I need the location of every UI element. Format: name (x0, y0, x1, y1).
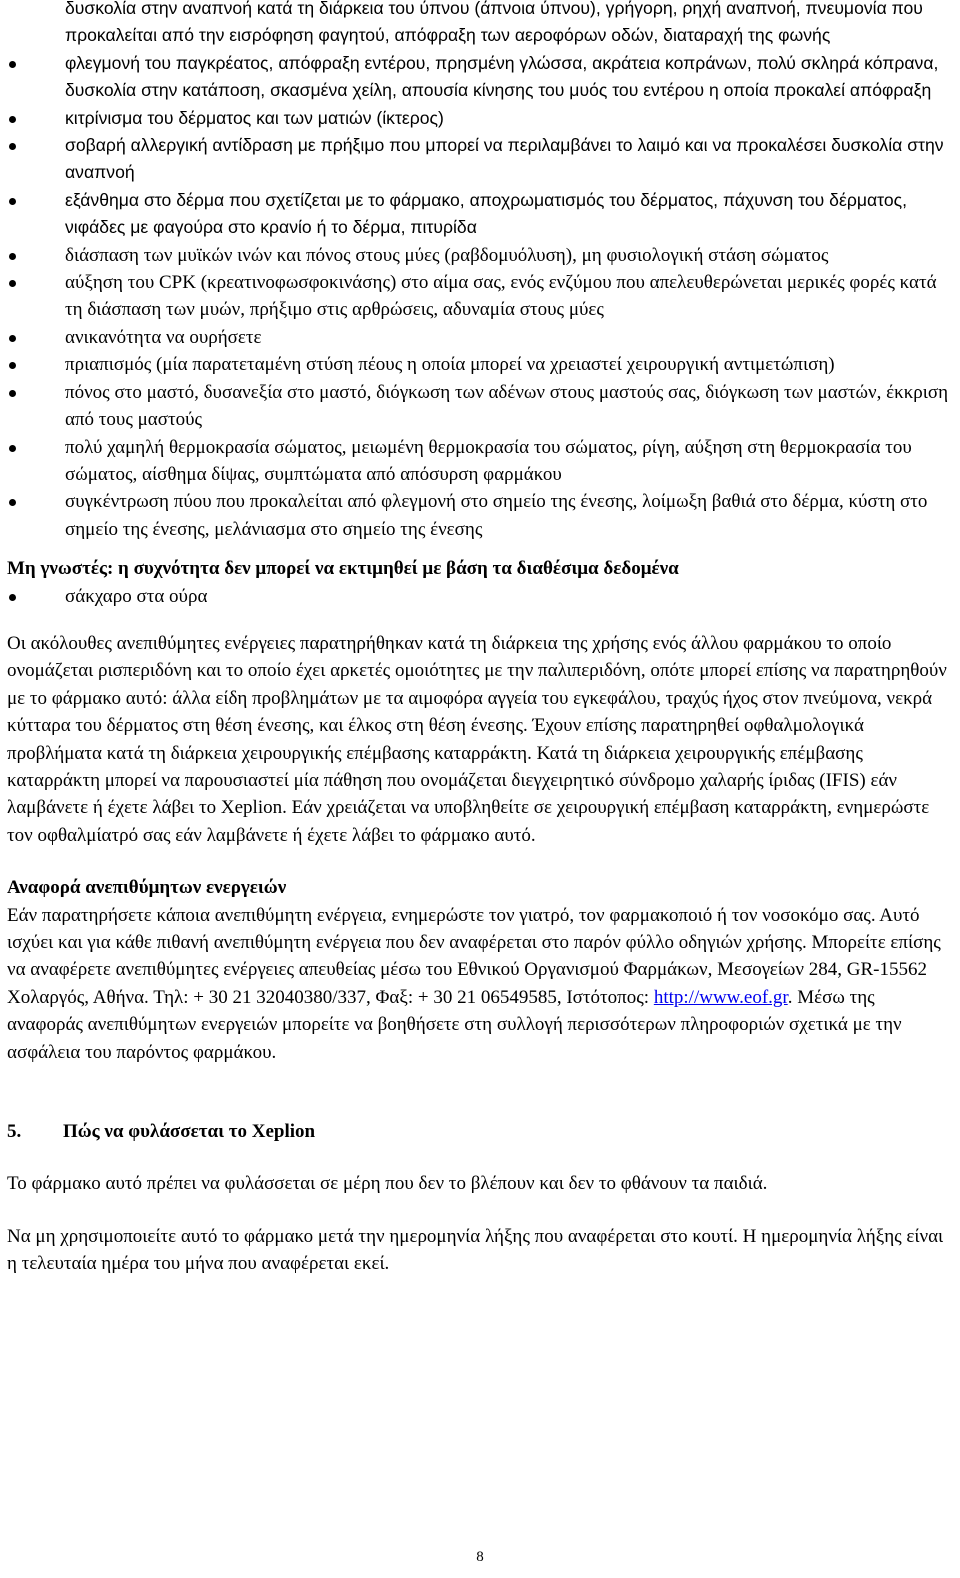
reporting-heading: Αναφορά ανεπιθύμητων ενεργειών (7, 877, 287, 899)
list-item: φλεγμονή του παγκρέατος, απόφραξη εντέρου, πρησμένη γλώσσα, ακράτεια κοπράνων, πολύ σκληρά κόπρανα, δυσκολία στην κατάποση, σκασμένα χείλη, απουσία κίνησης του μυός του εντέρου η οποία προκαλεί απόφραξη (7, 50, 953, 105)
list-item: διάσπαση των μυϊκών ινών και πόνος στους μύες (ραβδομυόλυση), μη φυσιολογική στάση σώματος (7, 242, 953, 269)
list-item: ανικανότητα να ουρήσετε (7, 324, 953, 351)
side-effects-list (7, 0, 953, 543)
storage-paragraph: Το φάρμακο αυτό πρέπει να φυλάσσεται σε μέρη που δεν το βλέπουν και δεν το φθάνουν τα παιδιά. (7, 1173, 768, 1195)
frequency-heading: Μη γνωστές: η συχνότητα δεν μπορεί να εκτιμηθεί με βάση τα διαθέσιμα δεδομένα (7, 558, 679, 580)
section-heading (7, 1118, 953, 1145)
eof-website-link[interactable]: http://www.eof.gr (653, 986, 788, 1008)
page-number: 8 (476, 1549, 484, 1565)
reporting-text-end: . Μέσω της αναφοράς ανεπιθύμητων ενεργειών μπορείτε να βοηθήσετε στη συλλογή περισσότερων πληροφοριών σχετικά με την ασφάλεια του παρόντος φαρμάκου. (7, 986, 902, 1063)
section-title: Πώς να φυλάσσεται το Xeplion (63, 1121, 316, 1143)
list-item: πόνος στο μαστό, δυσανεξία στο μαστό, διόγκωση των αδένων στους μαστούς σας, διόγκωση των μαστών, έκκριση από τους μαστούς (7, 379, 953, 434)
list-item: σάκχαρο στα ούρα (7, 583, 953, 610)
list-item: συγκέντρωση πύου που προκαλείται από φλεγμονή στο σημείο της ένεσης, λοίμωξη βαθιά στο δέρμα, κύστη στο σημείο της ένεσης, μελάνιασμα στο σημείο της ένεσης (7, 488, 953, 543)
risperidone-paragraph: Οι ακόλουθες ανεπιθύμητες ενέργειες παρατηρήθηκαν κατά τη διάρκεια της χρήσης ενός άλλου φαρμάκου το οποίο ονομάζεται ρισπεριδόνη και το οποίο έχει αρκετές ομοιότητες με την παλιπεριδόνη, οπότε μπορεί επίσης να παρατηρηθούν με το φάρμακο αυτό: άλλα είδη προβλημάτων με τα αιμοφόρα αγγεία του εγκεφάλου, τραχύς ήχος στον πνεύμονα, νεκρά κύτταρα του δέρματος στη θέση ένεσης, και έλκος στη θέση ένεσης. Έχουν επίσης παρατηρηθεί οφθαλμολογικά προβλήματα κατά τη διάρκεια χειρουργικής επέμβασης καταρράκτη. Κατά τη διάρκεια χειρουργικής επέμβασης καταρράκτη μπορεί να παρουσιαστεί μία πάθηση που ονομάζεται διεγχειρητικό σύνδρομο χαλαρής ίριδας (IFIS) εάν λαμβάνετε ή έχετε λάβει το Xeplion. Εάν χρειάζεται να υποβληθείτε σε χειρουργική επέμβαση καταρράκτη, ενημερώστε τον οφθαλμίατρό σας εάν λαμβάνετε ή έχετε λάβει το φάρμακο αυτό. (7, 632, 947, 846)
document-page (7, 0, 953, 1278)
list-item: δυσκολία στην αναπνοή κατά τη διάρκεια του ύπνου (άπνοια ύπνου), γρήγορη, ρηχή αναπνοή, πνευμονία που προκαλείται από την εισρόφηση φαγητού, απόφραξη των αεροφόρων οδών, διαταραχή της φωνής (65, 0, 923, 46)
reporting-paragraph (7, 902, 953, 1066)
list-item: σοβαρή αλλεργική αντίδραση με πρήξιμο που μπορεί να περιλαμβάνει το λαιμό και να προκαλέσει δυσκολία στην αναπνοή (7, 132, 953, 187)
unknown-frequency-list (7, 583, 953, 610)
expiry-paragraph: Να μη χρησιμοποιείτε αυτό το φάρμακο μετά την ημερομηνία λήξης που αναφέρεται στο κουτί. Η ημερομηνία λήξης είναι η τελευταία ημέρα του μήνα που αναφέρεται εκεί. (7, 1225, 944, 1275)
reporting-text: Εάν παρατηρήσετε κάποια ανεπιθύμητη ενέργεια, ενημερώστε τον γιατρό, τον φαρμακοποιό ή τον νοσοκόμο σας. Αυτό ισχύει και για κάθε πιθανή ανεπιθύμητη ενέργεια που δεν αναφέρεται στο παρόν φύλλο οδηγιών χρήσης. Μπορείτε επίσης να αναφέρετε ανεπιθύμητες ενέργειες απευθείας μέσω του Εθνικού Οργανισμού Φαρμάκων, Μεσογείων 284, GR-15562 Χολαργός, Αθήνα. Τηλ: + 30 21 32040380/337, Φαξ: + 30 21 06549585, Ιστότοπος: (7, 904, 941, 1008)
list-item: κιτρίνισμα του δέρματος και των ματιών (ίκτερος) (7, 105, 953, 132)
list-item: πολύ χαμηλή θερμοκρασία σώματος, μειωμένη θερμοκρασία του σώματος, ρίγη, αύξηση στη θερμοκρασία του σώματος, αίσθημα δίψας, συμπτώματα από απόσυρση φαρμάκου (7, 434, 953, 489)
list-item: εξάνθημα στο δέρμα που σχετίζεται με το φάρμακο, αποχρωματισμός του δέρματος, πάχυνση του δέρματος, νιφάδες με φαγούρα στο κρανίο ή το δέρμα, πιτυρίδα (7, 187, 953, 242)
list-item: πριαπισμός (μία παρατεταμένη στύση πέους η οποία μπορεί να χρειαστεί χειρουργική αντιμετώπιση) (7, 351, 953, 378)
list-item: αύξηση του CPK (κρεατινοφωσφοκινάσης) στο αίμα σας, ενός ενζύμου που απελευθερώνεται μερικές φορές κατά τη διάσπαση των μυών, πρήξιμο στις αρθρώσεις, αδυναμία στους μύες (7, 269, 953, 324)
section-number: 5. (7, 1121, 22, 1143)
